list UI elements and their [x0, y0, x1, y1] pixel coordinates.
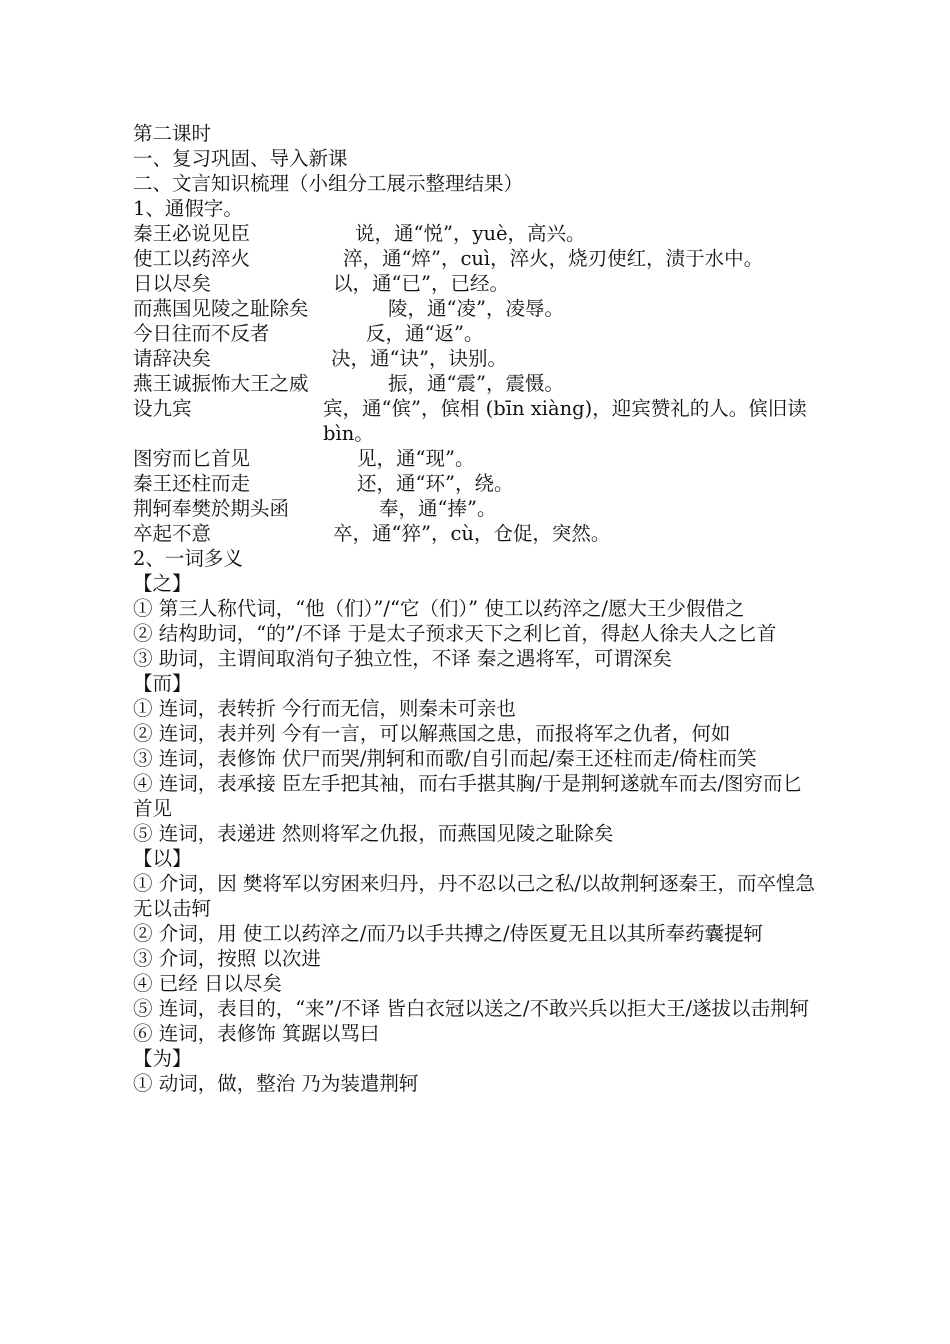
tongjia-sentence: 秦王必说见臣 [133, 222, 251, 245]
polysemy-sense: ① 连词，表转折 今行而无信，则秦未可亲也 [133, 697, 516, 720]
tongjia-sentence: 设九宾 [133, 397, 192, 420]
polysemy-sense: ④ 连词，表承接 臣左手把其袖，而右手揕其胸/于是荆轲遂就车而去/图穷而匕首见 [133, 772, 803, 820]
polysemy-sense: ③ 连词，表修饰 伏尸而哭/荆轲和而歌/自引而起/秦王还柱而走/倚柱而笑 [133, 747, 757, 770]
tongjia-explanation: 还，通“环”，绕。 [357, 472, 514, 495]
polysemy-sense: ③ 助词，主谓间取消句子独立性，不译 秦之遇将军，可谓深矣 [133, 647, 672, 670]
tongjia-sentence: 秦王还柱而走 [133, 472, 251, 495]
polysemy-sense: ② 结构助词，“的”/不译 于是太子预求天下之利匕首，得赵人徐夫人之匕首 [133, 622, 777, 645]
tongjia-sentence: 卒起不意 [133, 522, 212, 545]
tongjia-entry [133, 396, 818, 446]
tongjia-entry [133, 496, 818, 521]
lesson-title: 第二课时 [133, 122, 212, 145]
subsection-heading: 2、一词多义 [133, 547, 243, 570]
tongjia-entry [133, 221, 818, 246]
polysemy-sense: ① 介词，因 樊将军以穷困来归丹，丹不忍以己之私/以故荆轲逐秦王，而卒惶急无以击轲 [133, 872, 815, 920]
subsection-heading: 1、通假字。 [133, 197, 243, 220]
tongjia-explanation: 淬，通“焠”，cuì，淬火，烧刃使红，渍于水中。 [343, 247, 764, 270]
tongjia-explanation: 说，通“悦”，yuè，高兴。 [355, 222, 586, 245]
tongjia-sentence: 燕王诚振怖大王之威 [133, 372, 309, 395]
polysemy-sense: ② 介词，用 使工以药淬之/而乃以手共搏之/侍医夏无且以其所奉药囊提轲 [133, 922, 764, 945]
tongjia-explanation: 以，通“已”，已经。 [333, 272, 509, 295]
polysemy-word: 【而】 [133, 672, 192, 695]
section-heading: 二、文言知识梳理（小组分工展示整理结果） [133, 172, 524, 195]
polysemy-sense: ① 动词，做，整治 乃为装遣荆轲 [133, 1072, 419, 1095]
tongjia-sentence: 使工以药淬火 [133, 247, 251, 270]
tongjia-explanation: 陵，通“凌”，凌辱。 [388, 297, 564, 320]
tongjia-explanation: 奉，通“捧”。 [379, 497, 497, 520]
tongjia-sentence: 日以尽矣 [133, 272, 212, 295]
polysemy-sense: ③ 介词，按照 以次进 [133, 947, 321, 970]
tongjia-entry [133, 346, 818, 371]
polysemy-word: 【之】 [133, 572, 192, 595]
tongjia-explanation: 反，通“返”。 [366, 322, 484, 345]
tongjia-entry [133, 371, 818, 396]
polysemy-sense: ⑤ 连词，表目的，“来”/不译 皆白衣冠以送之/不敢兴兵以拒大王/遂拔以击荆轲 [133, 997, 810, 1020]
tongjia-entry [133, 296, 818, 321]
tongjia-explanation: 决，通“诀”，诀别。 [331, 347, 507, 370]
tongjia-sentence: 而燕国见陵之耻除矣 [133, 297, 309, 320]
tongjia-entry [133, 446, 818, 471]
tongjia-entry [133, 321, 818, 346]
polysemy-sense: ② 连词，表并列 今有一言，可以解燕国之患，而报将军之仇者，何如 [133, 722, 731, 745]
tongjia-entry [133, 246, 818, 271]
tongjia-sentence: 图穷而匕首见 [133, 447, 251, 470]
document-body [133, 121, 818, 1096]
tongjia-explanation: 见，通“现”。 [357, 447, 475, 470]
tongjia-explanation: 宾，通“傧”，傧相 (bīn xiàng)，迎宾赞礼的人。傧旧读 bìn。 [323, 397, 807, 445]
tongjia-explanation: 卒，通“猝”，cù，仓促，突然。 [333, 522, 611, 545]
tongjia-explanation: 振，通“震”，震慑。 [388, 372, 564, 395]
tongjia-entry [133, 271, 818, 296]
polysemy-word: 【为】 [133, 1047, 192, 1070]
tongjia-sentence: 荆轲奉樊於期头函 [133, 497, 290, 520]
section-heading: 一、复习巩固、导入新课 [133, 147, 348, 170]
tongjia-sentence: 请辞决矣 [133, 347, 212, 370]
polysemy-sense: ① 第三人称代词，“他（们）”/“它（们）” 使工以药淬之/愿大王少假借之 [133, 597, 745, 620]
tongjia-sentence: 今日往而不反者 [133, 322, 270, 345]
polysemy-word: 【以】 [133, 847, 192, 870]
tongjia-entry [133, 471, 818, 496]
tongjia-entry [133, 521, 818, 546]
polysemy-sense: ⑤ 连词，表递进 然则将军之仇报，而燕国见陵之耻除矣 [133, 822, 614, 845]
polysemy-sense: ④ 已经 日以尽矣 [133, 972, 282, 995]
polysemy-sense: ⑥ 连词，表修饰 箕踞以骂曰 [133, 1022, 380, 1045]
